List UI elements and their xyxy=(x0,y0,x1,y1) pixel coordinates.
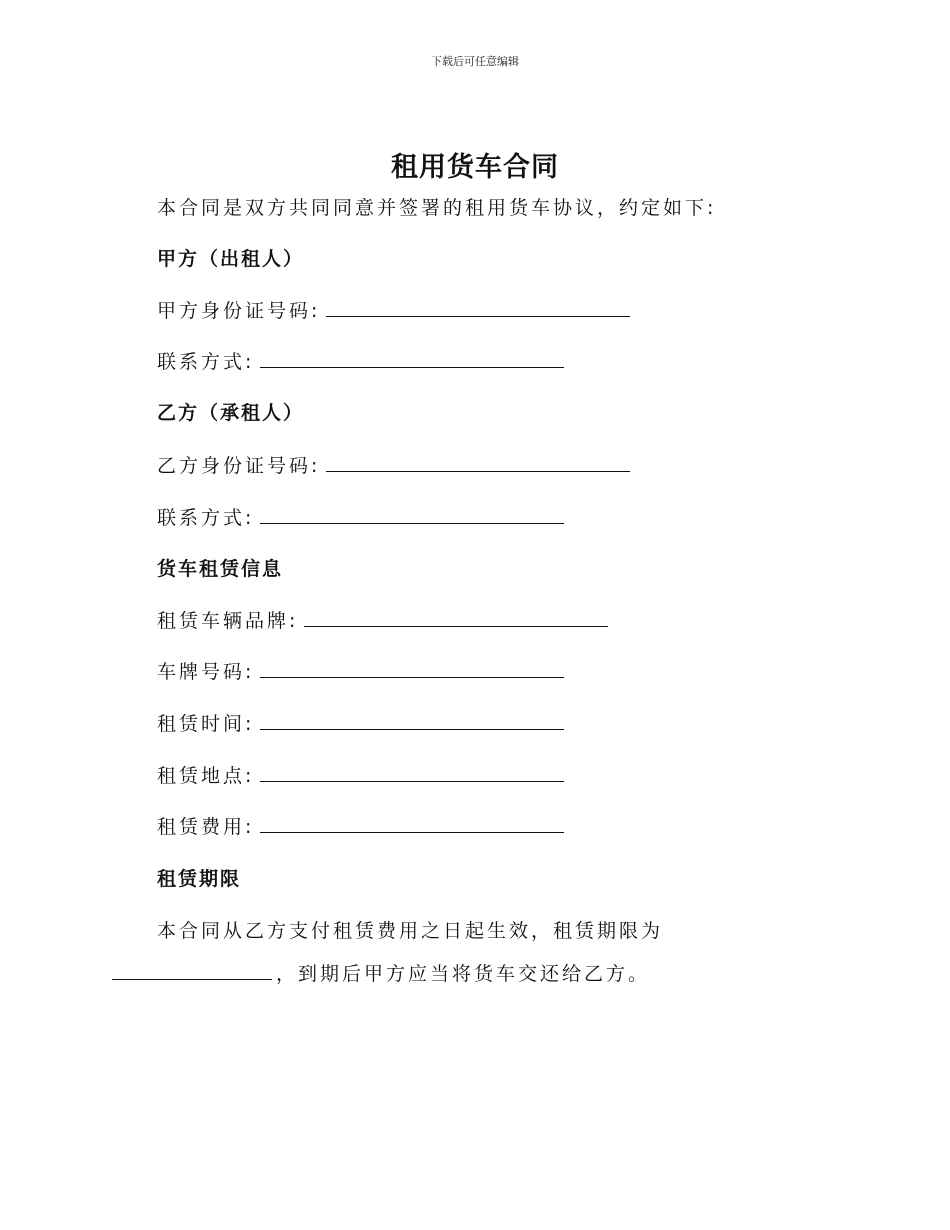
party-b-id-row xyxy=(157,453,630,479)
intro-text: 本合同是双方共同同意并签署的租用货车协议，约定如下: xyxy=(157,197,717,219)
term-paragraph-line2 xyxy=(112,961,650,987)
party-b-id-blank[interactable] xyxy=(326,453,630,472)
party-b-id-label: 乙方身份证号码: xyxy=(157,455,321,477)
header-note: 下载后可任意编辑 xyxy=(431,55,519,68)
rental-time-blank[interactable] xyxy=(260,711,564,730)
rental-fee-blank[interactable] xyxy=(260,814,564,833)
term-paragraph-line1 xyxy=(157,918,663,944)
rental-fee-label: 租赁费用: xyxy=(157,816,255,838)
plate-row xyxy=(157,659,564,685)
truck-info-heading: 货车租赁信息 xyxy=(157,558,284,580)
truck-brand-blank[interactable] xyxy=(304,608,608,627)
plate-blank[interactable] xyxy=(260,659,564,678)
rental-place-row xyxy=(157,763,564,789)
party-a-id-label: 甲方身份证号码: xyxy=(157,300,321,322)
party-a-id-blank[interactable] xyxy=(326,298,630,317)
party-b-contact-row xyxy=(157,505,564,531)
party-b-contact-blank[interactable] xyxy=(260,505,564,524)
rental-place-label: 租赁地点: xyxy=(157,765,255,787)
truck-brand-label: 租赁车辆品牌: xyxy=(157,610,299,632)
term-heading: 租赁期限 xyxy=(157,868,242,890)
plate-label: 车牌号码: xyxy=(157,661,255,683)
party-a-contact-row xyxy=(157,349,564,375)
term-text-1: 本合同从乙方支付租赁费用之日起生效，租赁期限为 xyxy=(157,920,664,942)
truck-brand-row xyxy=(157,608,608,634)
party-a-contact-blank[interactable] xyxy=(260,349,564,368)
rental-time-label: 租赁时间: xyxy=(157,713,255,735)
term-duration-blank[interactable] xyxy=(112,961,272,980)
party-b-heading: 乙方（承租人） xyxy=(157,402,305,424)
rental-place-blank[interactable] xyxy=(260,763,564,782)
party-a-contact-label: 联系方式: xyxy=(157,351,255,373)
party-a-id-row xyxy=(157,298,630,324)
intro-paragraph xyxy=(157,195,716,221)
rental-time-row xyxy=(157,711,564,737)
party-a-heading: 甲方（出租人） xyxy=(157,248,305,270)
party-b-contact-label: 联系方式: xyxy=(157,507,255,529)
document-title: 租用货车合同 xyxy=(391,152,559,183)
term-text-2: ，到期后甲方应当将货车交还给乙方。 xyxy=(276,963,651,985)
rental-fee-row xyxy=(157,814,564,840)
